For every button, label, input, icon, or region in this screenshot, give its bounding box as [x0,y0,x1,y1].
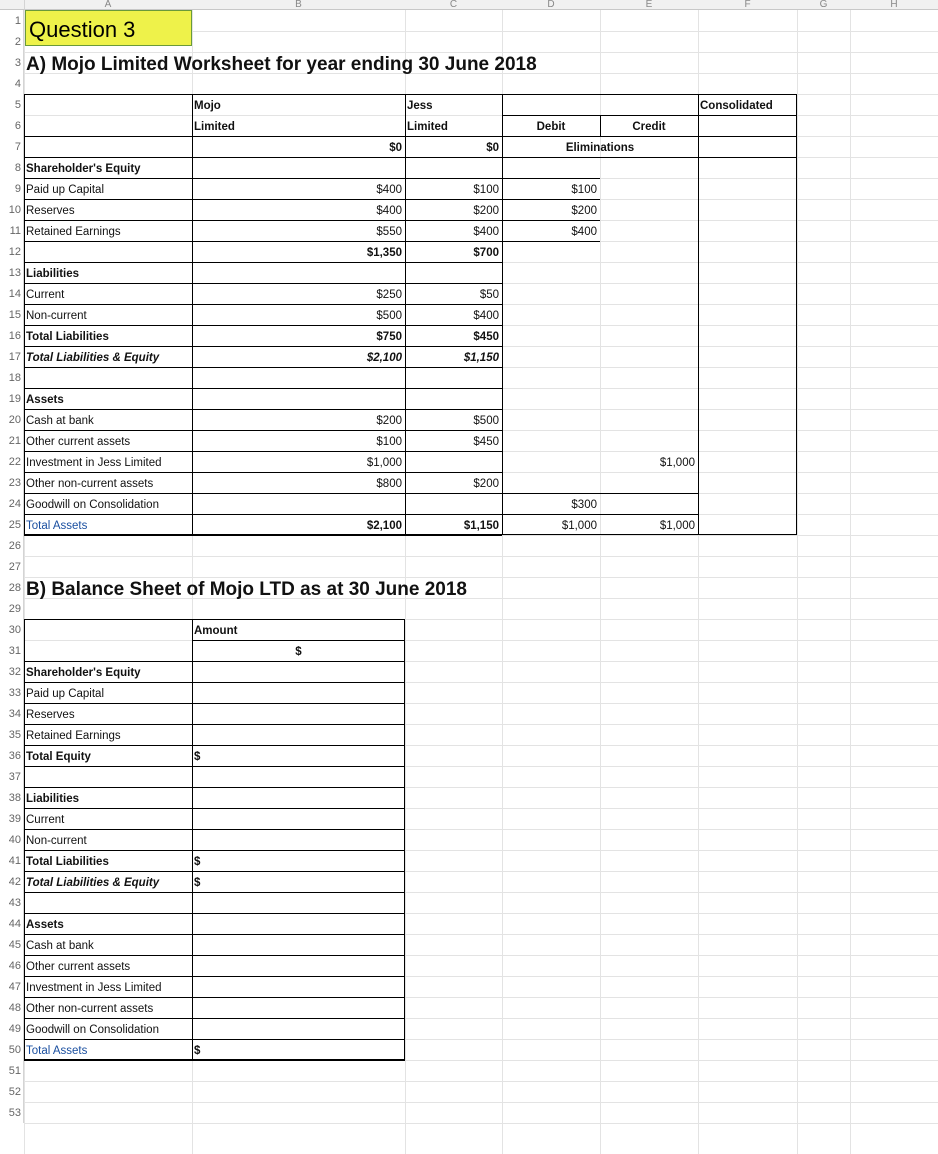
label-other-current-assets: Other current assets [26,436,131,448]
row-header-3[interactable]: 3 [0,52,24,73]
mojo-value: $750 [376,331,402,343]
row-header-48[interactable]: 48 [0,997,24,1018]
label-shareholder-s-equity: Shareholder's Equity [26,163,141,175]
row-header-23[interactable]: 23 [0,472,24,493]
bs-label-shareholder-s-equity: Shareholder's Equity [26,667,141,679]
row-header-17[interactable]: 17 [0,346,24,367]
cell-border [502,241,600,242]
label-total-liabilities: Total Liabilities [26,331,109,343]
header-jess-limited: Limited [407,121,448,133]
jess-value: $500 [473,415,499,427]
bs-dollar-mark: $ [194,877,201,889]
row-header-19[interactable]: 19 [0,388,24,409]
row-header-46[interactable]: 46 [0,955,24,976]
row-header-15[interactable]: 15 [0,304,24,325]
row-header-44[interactable]: 44 [0,913,24,934]
bs-label-other-non-current-assets: Other non-current assets [26,1003,154,1015]
cell-border [698,94,699,535]
row-header-8[interactable]: 8 [0,157,24,178]
label-retained-earnings: Retained Earnings [26,226,121,238]
select-all-corner[interactable] [0,0,25,10]
row-header-14[interactable]: 14 [0,283,24,304]
row-header-25[interactable]: 25 [0,514,24,535]
gridline [24,1081,938,1082]
row-header-2[interactable]: 2 [0,31,24,52]
mojo-zero: $0 [389,142,402,154]
column-header-g[interactable]: G [797,0,851,10]
row-header-38[interactable]: 38 [0,787,24,808]
bs-label-non-current: Non-current [26,835,87,847]
mojo-value: $400 [376,184,402,196]
header-eliminations: Eliminations [565,142,635,154]
bs-label-total-equity: Total Equity [26,751,91,763]
bs-dollar-mark: $ [194,1045,201,1057]
label-total-assets: Total Assets [26,520,88,532]
label-investment-in-jess-limited: Investment in Jess Limited [26,457,162,469]
row-header-7[interactable]: 7 [0,136,24,157]
row-header-6[interactable]: 6 [0,115,24,136]
jess-value: $400 [473,310,499,322]
debit-value: $100 [571,184,597,196]
row-header-49[interactable]: 49 [0,1018,24,1039]
row-header-28[interactable]: 28 [0,577,24,598]
jess-value: $1,150 [463,520,499,532]
debit-value: $300 [571,499,597,511]
header-jess: Jess [407,100,433,112]
row-header-41[interactable]: 41 [0,850,24,871]
credit-value: $1,000 [659,520,695,532]
column-header-a[interactable]: A [24,0,193,10]
row-header-27[interactable]: 27 [0,556,24,577]
bs-label-total-assets: Total Assets [26,1045,88,1057]
row-header-42[interactable]: 42 [0,871,24,892]
bs-dollar-mark: $ [194,856,201,868]
gridline [24,556,938,557]
row-header-29[interactable]: 29 [0,598,24,619]
label-reserves: Reserves [26,205,75,217]
gridline [24,1102,938,1103]
mojo-value: $2,100 [366,352,402,364]
mojo-value: $100 [376,436,402,448]
bs-label-investment-in-jess-limited: Investment in Jess Limited [26,982,162,994]
header-consolidated: Consolidated [700,100,773,112]
mojo-value: $1,000 [366,457,402,469]
row-header-51[interactable]: 51 [0,1060,24,1081]
row-header-32[interactable]: 32 [0,661,24,682]
row-header-50[interactable]: 50 [0,1039,24,1060]
mojo-value: $2,100 [366,520,402,532]
cell-border [24,766,405,767]
gridline [797,10,798,1154]
gridline [850,10,851,1154]
credit-value: $1,000 [659,457,695,469]
column-header-b[interactable]: B [192,0,406,10]
row-header-9[interactable]: 9 [0,178,24,199]
label-liabilities: Liabilities [26,268,80,280]
row-header-18[interactable]: 18 [0,367,24,388]
label-cash-at-bank: Cash at bank [26,415,94,427]
mojo-value: $200 [376,415,402,427]
bs-label-goodwill-on-consolidation: Goodwill on Consolidation [26,1024,159,1036]
bs-label-total-liabilities-equity: Total Liabilities & Equity [26,877,160,889]
section-a-title: A) Mojo Limited Worksheet for year ending 30 June 2018 [26,54,537,75]
row-header-12[interactable]: 12 [0,241,24,262]
row-header-24[interactable]: 24 [0,493,24,514]
gridline [24,1123,938,1124]
header-mojo: Mojo [194,100,221,112]
label-current: Current [26,289,65,301]
row-header-35[interactable]: 35 [0,724,24,745]
jess-value: $450 [473,331,499,343]
bs-label-current: Current [26,814,65,826]
label-total-liabilities-equity: Total Liabilities & Equity [26,352,160,364]
header-mojo-limited: Limited [194,121,235,133]
label-non-current: Non-current [26,310,87,322]
debit-value: $400 [571,226,597,238]
row-header-20[interactable]: 20 [0,409,24,430]
cell-border [24,1060,405,1061]
row-header-39[interactable]: 39 [0,808,24,829]
row-header-36[interactable]: 36 [0,745,24,766]
section-b-title: B) Balance Sheet of Mojo LTD as at 30 June 2018 [26,579,467,600]
cell-border [24,892,405,893]
header-debit: Debit [536,121,566,133]
bs-label-liabilities: Liabilities [26,793,80,805]
row-header-16[interactable]: 16 [0,325,24,346]
jess-value: $200 [473,478,499,490]
row-header-1[interactable]: 1 [0,10,24,31]
jess-value: $1,150 [463,352,499,364]
row-header-34[interactable]: 34 [0,703,24,724]
jess-value: $50 [479,289,499,301]
row-header-53[interactable]: 53 [0,1102,24,1123]
mojo-value: $550 [376,226,402,238]
column-header-d[interactable]: D [502,0,601,10]
column-header-h[interactable]: H [850,0,938,10]
label-other-non-current-assets: Other non-current assets [26,478,154,490]
row-header-52[interactable]: 52 [0,1081,24,1102]
row-header-5[interactable]: 5 [0,94,24,115]
row-header-45[interactable]: 45 [0,934,24,955]
cell-border [24,535,502,536]
row-header-47[interactable]: 47 [0,976,24,997]
header-dollar: $ [295,646,302,658]
mojo-value: $500 [376,310,402,322]
question-title[interactable]: Question 3 [25,10,192,46]
jess-value: $450 [473,436,499,448]
bs-label-assets: Assets [26,919,64,931]
label-assets: Assets [26,394,64,406]
debit-value: $1,000 [561,520,597,532]
column-header-e[interactable]: E [600,0,699,10]
jess-value: $400 [473,226,499,238]
header-credit: Credit [632,121,666,133]
row-header-13[interactable]: 13 [0,262,24,283]
debit-value: $200 [571,205,597,217]
label-paid-up-capital: Paid up Capital [26,184,104,196]
bs-label-reserves: Reserves [26,709,75,721]
row-header-4[interactable]: 4 [0,73,24,94]
row-header-10[interactable]: 10 [0,199,24,220]
row-header-11[interactable]: 11 [0,220,24,241]
column-header-c[interactable]: C [405,0,503,10]
label-goodwill-on-consolidation: Goodwill on Consolidation [26,499,159,511]
row-header-33[interactable]: 33 [0,682,24,703]
cell-border [502,94,503,535]
bs-label-paid-up-capital: Paid up Capital [26,688,104,700]
bs-dollar-mark: $ [194,751,201,763]
mojo-value: $250 [376,289,402,301]
row-header-37[interactable]: 37 [0,766,24,787]
row-header-31[interactable]: 31 [0,640,24,661]
row-header-43[interactable]: 43 [0,892,24,913]
row-header-26[interactable]: 26 [0,535,24,556]
bs-label-retained-earnings: Retained Earnings [26,730,121,742]
mojo-value: $800 [376,478,402,490]
row-header-40[interactable]: 40 [0,829,24,850]
cell-border [24,367,502,368]
jess-value: $100 [473,184,499,196]
bs-label-total-liabilities: Total Liabilities [26,856,109,868]
header-amount: Amount [194,625,238,637]
bs-label-cash-at-bank: Cash at bank [26,940,94,952]
row-header-30[interactable]: 30 [0,619,24,640]
cell-border [192,619,193,1060]
bs-label-other-current-assets: Other current assets [26,961,131,973]
mojo-value: $1,350 [366,247,402,259]
row-header-21[interactable]: 21 [0,430,24,451]
column-header-f[interactable]: F [698,0,798,10]
jess-value: $200 [473,205,499,217]
row-header-22[interactable]: 22 [0,451,24,472]
mojo-value: $400 [376,205,402,217]
jess-zero: $0 [486,142,499,154]
jess-value: $700 [473,247,499,259]
